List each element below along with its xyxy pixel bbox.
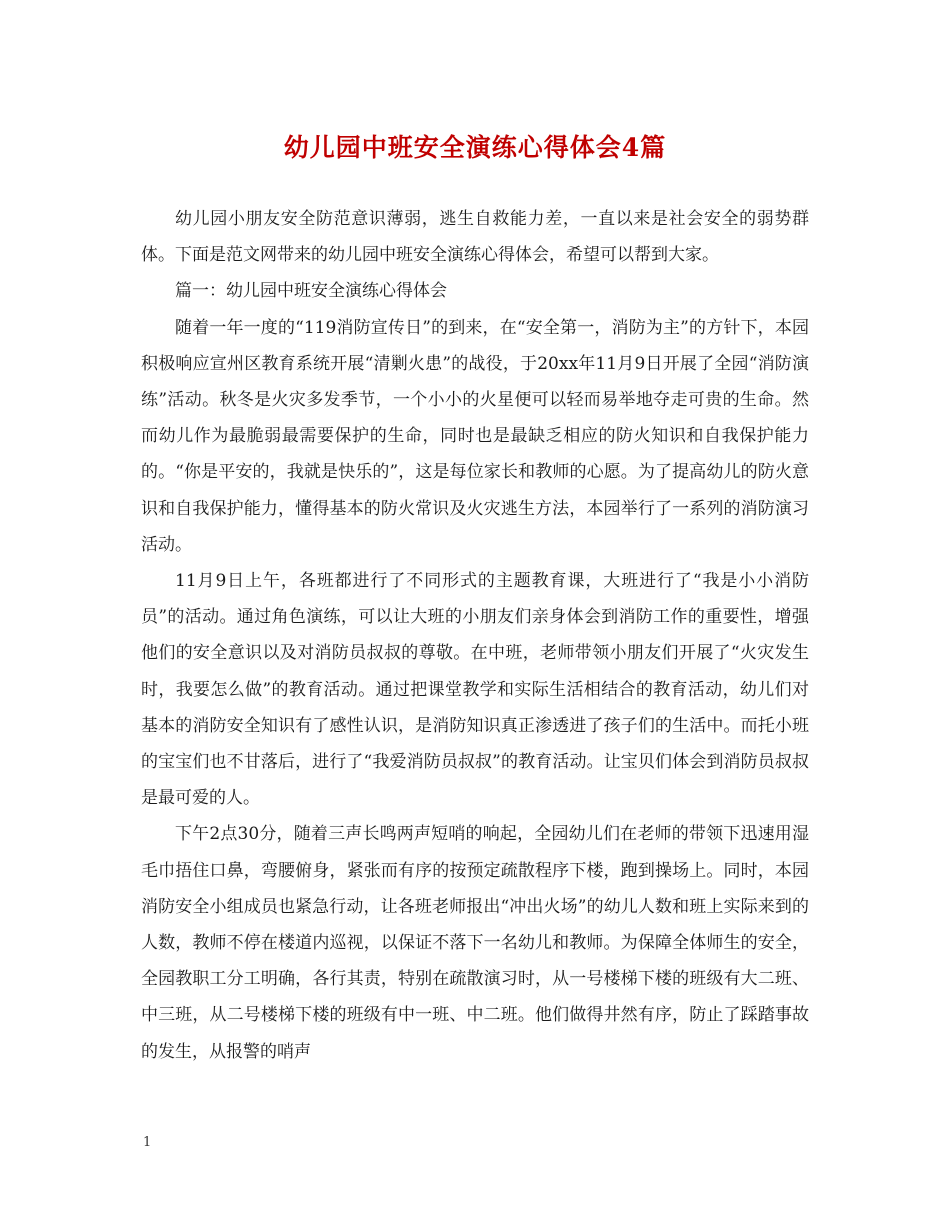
paragraph: 随着一年一度的“119消防宣传日”的到来，在“安全第一，消防为主”的方针下，本园积极响应宣州区教育系统开展“清剿火患”的战役，于20xx年11月9日开展了全园“消防演练”活动。秋冬是火灾多发季节，一个小小的火星便可以轻而易举地夺走可贵的生命。然而幼儿作为最脆弱最需要保护的生命，同时也是最缺乏相应的防火知识和自我保护能力的。“你是平安的，我就是快乐的”，这是每位家长和教师的心愿。为了提高幼儿的防火意识和自我保护能力，懂得基本的防火常识及火灾逃生方法，本园举行了一系列的消防演习活动。 (141, 317, 809, 555)
document-title: 幼儿园中班安全演练心得体会4篇 (283, 133, 667, 162)
section-heading: 篇一：幼儿园中班安全演练心得体会 (175, 281, 447, 302)
paragraph-intro: 幼儿园小朋友安全防范意识薄弱，逃生自救能力差，一直以来是社会安全的弱势群体。下面是范文网带来的幼儿园中班安全演练心得体会，希望可以帮到大家。 (141, 209, 809, 266)
paragraph: 下午2点30分，随着三声长鸣两声短哨的响起，全园幼儿们在老师的带领下迅速用湿毛巾捂住口鼻，弯腰俯身，紧张而有序的按预定疏散程序下楼，跑到操场上。同时，本园消防安全小组成员也紧急行动，让各班老师报出“冲出火场”的幼儿人数和班上实际来到的人数，教师不停在楼道内巡视，以保证不落下一名幼儿和教师。为保障全体师生的安全，全园教职工分工明确，各行其责，特别在疏散演习时，从一号楼梯下楼的班级有大二班、中三班，从二号楼梯下楼的班级有中一班、中二班。他们做得井然有序，防止了踩踏事故的发生，从报警的哨声 (141, 824, 809, 1062)
paragraph: 11月9日上午，各班都进行了不同形式的主题教育课，大班进行了“我是小小消防员”的活动。通过角色演练，可以让大班的小朋友们亲身体会到消防工作的重要性，增强他们的安全意识以及对消防员叔叔的尊敬。在中班，老师带领小朋友们开展了“火灾发生时，我要怎么做”的教育活动。通过把课堂教学和实际生活相结合的教育活动，幼儿们对基本的消防安全知识有了感性认识，是消防知识真正渗透进了孩子们的生活中。而托小班的宝宝们也不甘落后，进行了“我爱消防员叔叔”的教育活动。让宝贝们体会到消防员叔叔是最可爱的人。 (141, 571, 809, 809)
document-body (141, 201, 809, 1070)
page-number: 1 (143, 1135, 152, 1150)
